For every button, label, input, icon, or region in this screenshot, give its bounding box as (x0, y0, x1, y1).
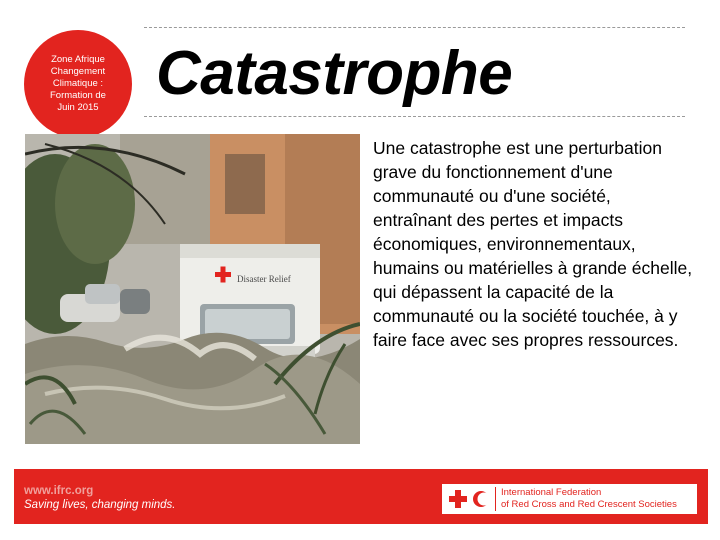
red-crescent-icon (472, 489, 490, 509)
badge-line: Changement (50, 66, 106, 77)
footer-url-link[interactable]: www.ifrc.org (24, 485, 94, 497)
badge-line: Formation de (50, 90, 106, 101)
zone-badge (24, 30, 132, 138)
truck-label: Disaster Relief (237, 274, 291, 284)
ifrc-logo (442, 484, 697, 514)
flood-photo-illustration (25, 134, 360, 444)
title-rule-top (144, 27, 685, 28)
red-cross-icon (448, 489, 468, 509)
definition-text: Une catastrophe est une perturbation grave du fonctionnement d'une communauté ou d'une société, entraînant des pertes et impacts économiques, environnementaux, humains ou matérielles à grande échelle, qui dépassent la capacité de la communauté ou la société touchée, à y faire face avec ses propres ressources. (373, 138, 693, 350)
ifrc-emblems (442, 489, 490, 509)
badge-line: Juin 2015 (57, 102, 99, 113)
ifrc-name-line1: International Federation (501, 487, 602, 498)
badge-text (35, 54, 121, 114)
flood-photo (25, 134, 360, 444)
ifrc-divider (495, 487, 496, 511)
footer-slogan: Saving lives, changing minds. (24, 499, 176, 511)
badge-line: Zone Afrique (51, 54, 105, 65)
slide-title: Catastrophe (156, 39, 513, 108)
ifrc-name-line2: of Red Cross and Red Crescent Societies (501, 499, 677, 510)
title-rule-bottom (144, 116, 685, 117)
badge-line: Climatique : (52, 78, 104, 89)
footer-bar (14, 469, 708, 524)
ifrc-name (501, 487, 677, 511)
